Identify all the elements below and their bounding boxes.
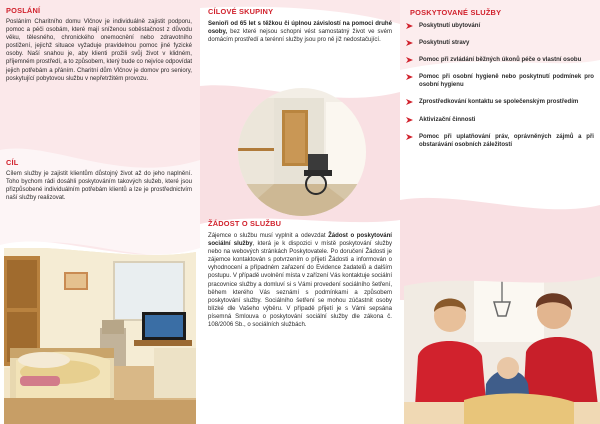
target-groups-heading: CÍLOVÉ SKUPINY [208,7,274,16]
goal-text: Cílem služby je zajistit klientům důstojný život až do jeho naplnění. Toho bychom rádi dosáhli poskytováním takových služeb, které jsou přizpůsobené individuálním potřebám klientů a lze je prostřednictvím naší služby realizovat. [6,171,192,202]
list-item: Poskytnutí stravy [406,39,594,47]
application-intro: Zájemce o službu musí vyplnit a odevzdat [208,233,329,239]
list-item: Aktivizační činnosti [406,116,594,124]
list-item: Pomoc při osobní hygieně nebo poskytnutí podmínek pro osobní hygienu [406,73,594,89]
list-item: Zprostředkování kontaktu se společenským prostředím [406,98,594,106]
application-heading: ŽÁDOST O SLUŽBU [208,219,282,228]
list-item: Pomoc při zvládání běžných úkonů péče o vlastní osobu [406,56,594,64]
list-item: Poskytnutí ubytování [406,22,594,30]
arrow-bullet-icon [406,40,413,46]
mission-heading: POSLÁNÍ [6,6,41,15]
target-groups-text [208,20,392,44]
arrow-bullet-icon [406,117,413,123]
target-groups-bold: Senioři od 65 let s těžkou či úplnou závislostí na pomoci druhé osoby, [208,21,392,36]
arrow-bullet-icon [406,134,413,140]
column-services [400,0,600,424]
column-mission [0,0,200,424]
room-photo [4,248,196,424]
corridor-photo [238,88,366,216]
caregiver-photo [404,272,600,424]
list-item: Pomoc při uplatňování práv, oprávněných zájmů a při obstarávání osobních záležitostí [406,133,594,149]
services-list [406,22,594,149]
arrow-bullet-icon [406,99,413,105]
goal-heading: CÍL [6,158,19,167]
column-target-groups [200,0,400,424]
target-groups-rest: bez které nejsou schopni vést samostatný život ve svém domácím prostředí a terénní služby jsou pro ně již nedostačující. [208,29,392,44]
application-rest: , která je k dispozici v místě poskytování služby nebo na webových stránkách Poskytovatele. Po doručení Žádosti je zájemce kontaktován s potvrzením o přijetí Žádosti a informován o vyhodnocení a případném zařazení do Evidence žadatelů a dalším postupu. V případě uvolnění místa v zařízení Vás kontaktuje sociální pracovnice služby a domluví si s Vámi provedení sociálního šetření, během kterého Vás seznámí s podmínkami a způsobem poskytování služby. Sociálního šetření se mohou zúčastnit osoby blízké dle Vašeho výběru. V případě přijetí je s Vámi sepsána písemná Smlouva o poskytování sociální služby dle zákona č. 108/2006 Sb., o sociálních službách. [208,241,393,329]
arrow-bullet-icon [406,74,413,80]
application-text [208,232,392,329]
arrow-bullet-icon [406,57,413,63]
services-heading: POSKYTOVANÉ SLUŽBY [410,8,502,17]
application-bold: Žádost o poskytování sociální služby [208,233,392,248]
mission-text: Posláním Charitního domu Vlčnov je individuálně zajistit podporu, pomoc a péči osobám, které mají sníženou soběstačnost z důvodu věku, tělesného, chronického onemocnění nebo zdravotního postižení, jejichž situace vyžaduje pravidelnou pomoc jiné fyzické osoby. Naší snahou je, aby klienti prožili svůj život v klidném, příjemném prostředí, a to způsobem, který bude co nejvíce odpovídat jejich potřebám a přáním. Charitní dům Vlčnov je domov pro seniory, poskytující pobytovou službu v nepřetržitém provozu. [6,19,192,82]
arrow-bullet-icon [406,23,413,29]
